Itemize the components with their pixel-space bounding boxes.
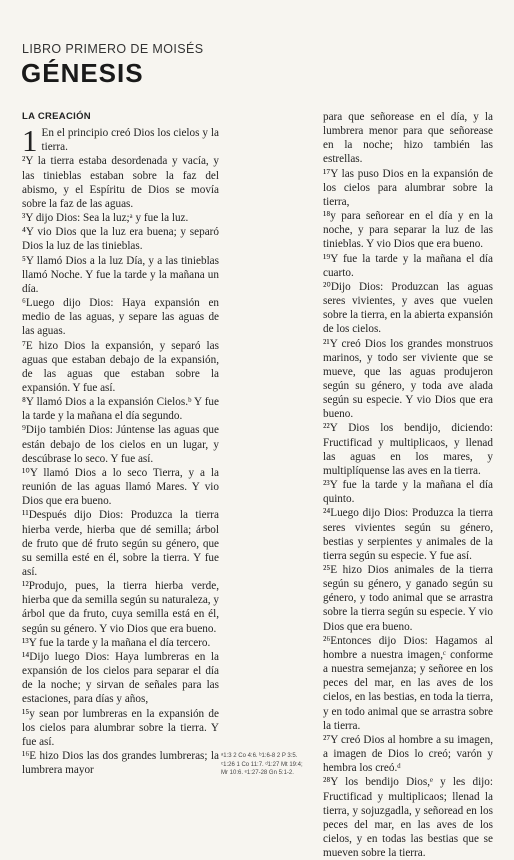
verse-paragraph: ¹⁵y sean por lumbreras en la expansión de los cielos para alumbrar sobre la tierra. Y fue así. [22, 707, 219, 748]
verse-paragraph: ²⁸Y los bendijo Dios,ᵉ y les dijo: Fructificad y multiplicaos; llenad la tierra, y sojuzgadla, y señoread en los peces del mar, en las aves de los cielos, y en todas las bestias que se mueven sobre la tierra. [323, 776, 493, 860]
verse-paragraph: ²¹Y creó Dios los grandes monstruos marinos, y todo ser viviente que se mueve, que las aguas produjeron según su género, y toda ave alada según su especie. Y vio Dios que era bueno. [323, 337, 493, 421]
footnotes [221, 752, 321, 778]
verse-paragraph: ²⁴Luego dijo Dios: Produzca la tierra seres vivientes según su género, bestias y serpientes y animales de la tierra según su especie. Y fue así. [323, 507, 493, 562]
verse-paragraph: ⁵Y llamó Dios a la luz Día, y a las tinieblas llamó Noche. Y fue la tarde y la mañana un día. [22, 254, 219, 295]
left-column [22, 110, 219, 777]
verse-paragraph: para que señorease en el día, y la lumbrera menor para que señorease en la noche; hizo también las estrellas. [323, 111, 493, 166]
verse-paragraph: ¹⁹Y fue la tarde y la mañana el día cuarto. [323, 252, 493, 279]
verse-paragraph: ⁷E hizo Dios la expansión, y separó las aguas que estaban debajo de la expansión, de las aguas que estaban sobre la expansión. Y fue así. [22, 339, 219, 394]
verse-paragraph: ²⁰Dijo Dios: Produzcan las aguas seres vivientes, y aves que vuelen sobre la tierra, en la abierta expansión de los cielos. [323, 280, 493, 336]
book-label: LIBRO PRIMERO DE MOISÉS [22, 42, 204, 56]
chapter-number: 1 [22, 123, 38, 159]
footnote-line: Mr 10:6. ᵉ1:27-28 Gn 5:1-2. [221, 770, 294, 776]
verse-paragraph: ²Y la tierra estaba desordenada y vacía, y las tinieblas estaban sobre la faz del abismo, y el Espíritu de Dios se movía sobre la faz de las aguas. [22, 155, 219, 210]
footnote-line: ᵃ1:3 2 Co 4:6. ᵇ1:6-8 2 P 3:5. [221, 753, 298, 759]
verse-paragraph: ²²Y Dios los bendijo, diciendo: Fructificad y multiplicaos, y llenad las aguas en los mares, y multiplíquense las aves en la tierra. [323, 422, 493, 477]
verse-paragraph: ⁴Y vio Dios que la luz era buena; y separó Dios la luz de las tinieblas. [22, 226, 219, 253]
verse-paragraph: ⁸Y llamó Dios a la expansión Cielos.ᵇ Y fue la tarde y la mañana el día segundo. [22, 396, 219, 423]
verse-paragraph: ²⁵E hizo Dios animales de la tierra según su género, y ganado según su género, y todo animal que se arrastra sobre la tierra según su especie. Y vio Dios que era bueno. [323, 564, 493, 633]
verse-paragraph: ⁶Luego dijo Dios: Haya expansión en medio de las aguas, y separe las aguas de las aguas. [22, 297, 219, 338]
section-heading: LA CREACIÓN [22, 111, 91, 122]
verse-paragraph: ¹²Produjo, pues, la tierra hierba verde, hierba que da semilla según su naturaleza, y árbol que da fruto, cuya semilla está en él, según su género. Y vio Dios que era bueno. [22, 580, 219, 635]
verse-paragraph [22, 123, 219, 159]
book-title: GÉNESIS [21, 58, 144, 88]
right-column [323, 110, 493, 860]
verse-text: En el principio creó Dios los cielos y la tierra. [41, 127, 219, 154]
verse-paragraph: ¹¹Después dijo Dios: Produzca la tierra hierba verde, hierba que dé semilla; árbol de fruto que dé fruto según su género, que su semilla esté en él, sobre la tierra. Y fue así. [22, 509, 219, 578]
verse-paragraph: ¹⁰Y llamó Dios a lo seco Tierra, y a la reunión de las aguas llamó Mares. Y vio Dios que era bueno. [22, 466, 219, 508]
verse-paragraph: ⁹Dijo también Dios: Júntense las aguas que están debajo de los cielos en un lugar, y descúbrase lo seco. Y fue así. [22, 424, 219, 465]
verse-paragraph: ²⁶Entonces dijo Dios: Hagamos al hombre a nuestra imagen,ᶜ conforme a nuestra semejanza; y señoree en los peces del mar, en las aves de los cielos, en las bestias, en toda la tierra, y en todo animal que se arrastra sobre la tierra. [323, 634, 493, 732]
verse-paragraph: ¹⁸y para señorear en el día y en la noche, y para separar la luz de las tinieblas. Y vio Dios que era bueno. [323, 210, 493, 251]
footnote-line: ᶜ1:26 1 Co 11:7. ᵈ1:27 Mt 19:4; [221, 761, 303, 768]
verse-paragraph: ³Y dijo Dios: Sea la luz;ᵃ y fue la luz. [22, 212, 189, 225]
verse-paragraph: ²³Y fue la tarde y la mañana el día quinto. [323, 479, 493, 506]
verse-paragraph: ¹⁴Dijo luego Dios: Haya lumbreras en la expansión de los cielos para separar el día de la noche; y sirvan de señales para las estaciones, para días y años, [22, 650, 219, 706]
verse-paragraph: ²⁷Y creó Dios al hombre a su imagen, a imagen de Dios lo creó; varón y hembra los creó.ᵈ [323, 733, 493, 775]
verse-paragraph: ¹⁶E hizo Dios las dos grandes lumbreras; la lumbrera mayor [22, 750, 219, 777]
verse-paragraph: ¹³Y fue la tarde y la mañana el día tercero. [22, 636, 211, 649]
verse-paragraph: ¹⁷Y las puso Dios en la expansión de los cielos para alumbrar sobre la tierra, [323, 167, 493, 208]
